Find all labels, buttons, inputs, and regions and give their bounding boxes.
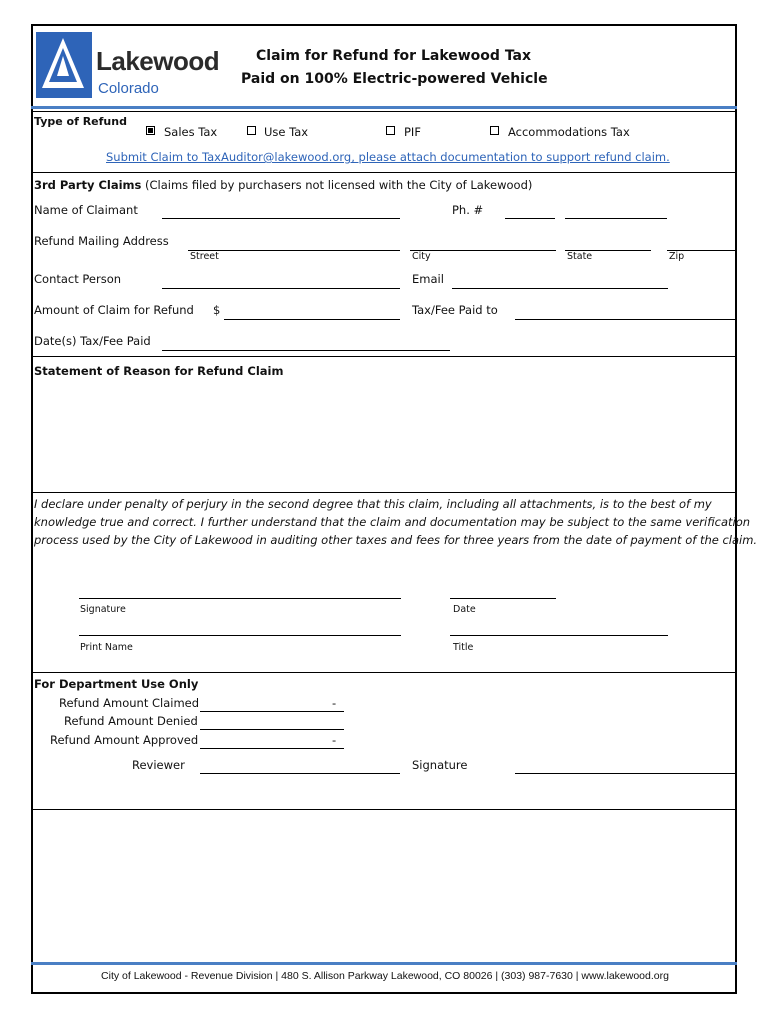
accommodations-tax-checkbox[interactable] [490, 126, 499, 135]
signature-field[interactable] [79, 598, 401, 599]
third-party-heading-bold: 3rd Party Claims [34, 178, 142, 192]
header-divider [31, 111, 737, 112]
sales-tax-label: Sales Tax [164, 125, 218, 139]
email-field[interactable] [452, 288, 668, 289]
title-field[interactable] [450, 635, 668, 636]
pif-checkbox[interactable] [386, 126, 395, 135]
reviewer-field[interactable] [200, 773, 400, 774]
zip-label: Zip [669, 251, 685, 262]
footer-band [31, 962, 737, 965]
refund-approved-label: Refund Amount Approved [50, 733, 199, 747]
sales-tax-checkbox[interactable] [146, 126, 155, 135]
refund-denied-label: Refund Amount Denied [64, 714, 198, 728]
type-of-refund-label: Type of Refund [34, 115, 127, 128]
street-label: Street [190, 251, 219, 262]
logo-subtitle: Colorado [98, 80, 159, 97]
dollar-sign: $ [213, 303, 221, 317]
refund-approved-field[interactable] [200, 748, 344, 749]
date-label: Date [453, 604, 476, 615]
signature-label: Signature [80, 604, 126, 615]
accommodations-tax-label: Accommodations Tax [508, 125, 630, 139]
dates-paid-label: Date(s) Tax/Fee Paid [34, 334, 151, 348]
print-name-label: Print Name [80, 642, 133, 653]
lakewood-logo [36, 32, 220, 102]
reviewer-signature-label: Signature [412, 758, 468, 772]
third-party-heading-note: (Claims filed by purchasers not licensed with the City of Lakewood) [145, 178, 533, 192]
state-label: State [567, 251, 593, 262]
use-tax-checkbox[interactable] [247, 126, 256, 135]
dates-paid-field[interactable] [162, 350, 450, 351]
third-party-divider [31, 356, 737, 357]
declaration-line-1: I declare under penalty of perjury in the second degree that this claim, including all attachments, is to the best of my [34, 497, 712, 511]
tax-fee-paid-to-field[interactable] [515, 319, 737, 320]
phone-area-field[interactable] [505, 218, 555, 219]
city-field[interactable] [410, 250, 556, 251]
statement-divider [31, 492, 737, 493]
refund-claimed-field[interactable] [200, 711, 344, 712]
city-label: City [412, 251, 431, 262]
declaration-line-3: process used by the City of Lakewood in auditing other taxes and fees for three years from the date of payment of the claim. [34, 533, 758, 547]
phone-number-field[interactable] [565, 218, 667, 219]
footer-text: City of Lakewood - Revenue Division | 480 S. Allison Parkway Lakewood, CO 80026 | (303) 987-7630 | www.lakewood.org [101, 970, 669, 982]
amount-of-claim-field[interactable] [224, 319, 400, 320]
statement-heading: Statement of Reason for Refund Claim [34, 364, 284, 378]
refund-claimed-value: - [332, 696, 337, 710]
logo-name: Lakewood [96, 46, 220, 76]
use-tax-label: Use Tax [264, 125, 309, 139]
name-of-claimant-label: Name of Claimant [34, 203, 138, 217]
refund-divider [31, 172, 737, 173]
lakewood-logo-icon [36, 32, 92, 98]
refund-approved-value: - [332, 733, 337, 747]
amount-of-claim-label: Amount of Claim for Refund [34, 303, 194, 317]
header-band [31, 106, 737, 109]
tax-fee-paid-to-label: Tax/Fee Paid to [412, 303, 498, 317]
refund-denied-field[interactable] [200, 729, 344, 730]
title-label: Title [453, 642, 474, 653]
street-field[interactable] [188, 250, 400, 251]
print-name-field[interactable] [79, 635, 401, 636]
submit-claim-link[interactable]: Submit Claim to TaxAuditor@lakewood.org, please attach documentation to support refund claim. [106, 150, 670, 164]
declaration-line-2: knowledge true and correct. I further understand that the claim and documentation may be subject to the same verification [34, 515, 751, 529]
pif-label: PIF [404, 125, 421, 139]
contact-person-label: Contact Person [34, 272, 122, 286]
declaration-divider [31, 672, 737, 673]
contact-person-field[interactable] [162, 288, 400, 289]
statement-text-area[interactable] [33, 380, 735, 490]
page-title-line1: Claim for Refund for Lakewood Tax [256, 48, 532, 64]
date-field[interactable] [450, 598, 556, 599]
email-label: Email [412, 272, 444, 286]
reviewer-signature-field[interactable] [515, 773, 737, 774]
page-title-line2: Paid on 100% Electric-powered Vehicle [241, 71, 548, 87]
phone-label: Ph. # [452, 203, 484, 217]
department-heading: For Department Use Only [34, 677, 199, 691]
third-party-heading [34, 178, 532, 192]
department-divider [31, 809, 737, 810]
reviewer-label: Reviewer [132, 758, 185, 772]
refund-claimed-label: Refund Amount Claimed [59, 696, 200, 710]
name-of-claimant-field[interactable] [162, 218, 400, 219]
mailing-address-label: Refund Mailing Address [34, 234, 169, 248]
